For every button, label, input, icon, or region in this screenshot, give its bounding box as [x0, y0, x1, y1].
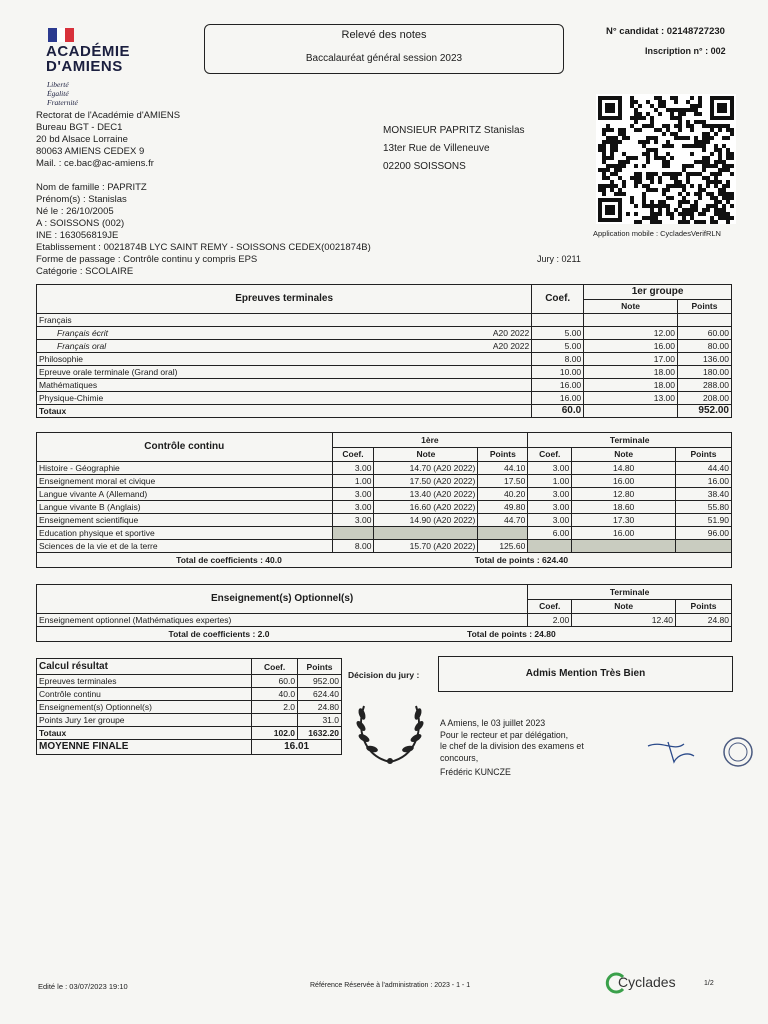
header-epreuves: Epreuves terminales [37, 285, 532, 314]
header-coef: Coef. [332, 447, 374, 462]
exam-label: Physique-Chimie [37, 392, 476, 405]
header-1er-groupe: 1er groupe [584, 285, 732, 300]
coef-terminale: 6.00 [528, 527, 572, 540]
exam-label: Mathématiques [37, 379, 476, 392]
jury-number: Jury : 0211 [537, 254, 581, 264]
motto-line: Égalité [47, 89, 69, 98]
table-row [37, 714, 342, 727]
motto [47, 80, 78, 107]
optional-label: Enseignement optionnel (Mathématiques expertes) [37, 614, 528, 627]
exam-session [476, 392, 532, 405]
controle-total-points: Total de points : 624.40 [474, 555, 569, 565]
exam-coef: 5.00 [532, 327, 584, 340]
coef-1ere: 3.00 [332, 501, 374, 514]
note-terminale: 12.80 [572, 488, 676, 501]
table-row [37, 527, 732, 540]
coef-terminale [528, 540, 572, 553]
optional-totals-row [37, 627, 732, 642]
points-1ere: 44.10 [478, 462, 528, 475]
coef-terminale: 1.00 [528, 475, 572, 488]
exam-points: 136.00 [678, 353, 732, 366]
table-row [37, 501, 732, 514]
edition-date: Edité le : 03/07/2023 19:10 [38, 982, 128, 991]
exam-points: 288.00 [678, 379, 732, 392]
candidate-info [36, 182, 371, 278]
exam-points: 180.00 [678, 366, 732, 379]
candidate-lastname: Nom de famille : PAPRITZ [36, 182, 147, 193]
inscription-number: Inscription n° : 002 [645, 46, 726, 56]
exam-coef: 16.00 [532, 379, 584, 392]
table-row [37, 462, 732, 475]
points-terminale: 44.40 [676, 462, 732, 475]
note-terminale: 14.80 [572, 462, 676, 475]
header-coef: Coef. [532, 285, 584, 314]
decision-label: Décision du jury : [348, 670, 420, 680]
header-points: Points [676, 447, 732, 462]
exam-session: A20 2022 [476, 327, 532, 340]
header-1ere: 1ère [332, 433, 528, 448]
coef-1ere [332, 527, 374, 540]
note-1ere: 14.70 (A20 2022) [374, 462, 478, 475]
candidate-category: Catégorie : SCOLAIRE [36, 266, 134, 277]
calc-points: 624.40 [298, 688, 342, 701]
note-terminale: 17.30 [572, 514, 676, 527]
optional-coef: 2.00 [528, 614, 572, 627]
recipient-line: 13ter Rue de Villeneuve [383, 143, 490, 154]
cyclades-brand: Cyclades [618, 974, 676, 990]
exam-session [476, 366, 532, 379]
header-terminale: Terminale [528, 585, 732, 600]
exam-label: Philosophie [37, 353, 476, 366]
exam-note: 12.00 [584, 327, 678, 340]
optional-points: 24.80 [676, 614, 732, 627]
sender-address [36, 110, 180, 170]
calc-points: 952.00 [298, 675, 342, 688]
totals-coef: 60.0 [532, 405, 584, 418]
table-row [37, 488, 732, 501]
header-points: Points [298, 659, 342, 675]
header-points: Points [478, 447, 528, 462]
header-coef: Coef. [528, 447, 572, 462]
subject-label: Enseignement moral et civique [37, 475, 333, 488]
coef-1ere: 3.00 [332, 514, 374, 527]
signature-line: Pour le recteur et par délégation, [440, 729, 569, 740]
header-calcul: Calcul résultat [37, 659, 252, 675]
table-row [37, 392, 732, 405]
final-average-label: MOYENNE FINALE [37, 740, 252, 755]
coef-1ere: 8.00 [332, 540, 374, 553]
calc-label: Epreuves terminales [37, 675, 252, 688]
sender-line: 20 bd Alsace Lorraine [36, 134, 128, 145]
exam-note: 18.00 [584, 366, 678, 379]
exam-points: 208.00 [678, 392, 732, 405]
table-row [37, 614, 732, 627]
table-row [37, 379, 732, 392]
points-terminale: 51.90 [676, 514, 732, 527]
header-note: Note [374, 447, 478, 462]
handwritten-signature-stamp [644, 732, 756, 772]
sender-line: 80063 AMIENS CEDEX 9 [36, 146, 145, 157]
candidate-birthdate: Né le : 26/10/2005 [36, 206, 114, 217]
exam-note: 17.00 [584, 353, 678, 366]
coef-terminale: 3.00 [528, 514, 572, 527]
points-1ere: 49.80 [478, 501, 528, 514]
french-flag-logo [48, 28, 74, 42]
calc-label: Contrôle continu [37, 688, 252, 701]
note-terminale: 16.00 [572, 527, 676, 540]
candidate-firstname: Prénom(s) : Stanislas [36, 194, 127, 205]
app-mobile-label: Application mobile : CycladesVerifRLN [593, 229, 721, 238]
subject-label: Sciences de la vie et de la terre [37, 540, 333, 553]
academie-logo [46, 44, 130, 74]
calc-label: Points Jury 1er groupe [37, 714, 252, 727]
header-terminale: Terminale [528, 433, 732, 448]
table-row [37, 314, 732, 327]
exam-note: 13.00 [584, 392, 678, 405]
points-1ere: 17.50 [478, 475, 528, 488]
optional-total-points: Total de points : 24.80 [467, 629, 556, 639]
qr-code [596, 94, 736, 224]
coef-1ere: 3.00 [332, 462, 374, 475]
coef-terminale: 3.00 [528, 462, 572, 475]
exam-label: Français [37, 314, 476, 327]
table-row [37, 514, 732, 527]
exam-points [678, 314, 732, 327]
optional-note: 12.40 [572, 614, 676, 627]
subject-label: Langue vivante A (Allemand) [37, 488, 333, 501]
points-terminale: 16.00 [676, 475, 732, 488]
table-row [37, 540, 732, 553]
exam-note: 16.00 [584, 340, 678, 353]
table-row [37, 475, 732, 488]
exam-session [476, 379, 532, 392]
controle-totals-row [37, 553, 732, 568]
note-1ere: 16.60 (A20 2022) [374, 501, 478, 514]
exam-coef [532, 314, 584, 327]
header-note: Note [584, 299, 678, 314]
coef-terminale: 3.00 [528, 488, 572, 501]
calcul-totals-label: Totaux [37, 727, 252, 740]
page-number: 1/2 [704, 980, 714, 987]
header-points: Points [678, 299, 732, 314]
exam-coef: 8.00 [532, 353, 584, 366]
recipient-line: 02200 SOISSONS [383, 161, 466, 172]
note-1ere: 14.90 (A20 2022) [374, 514, 478, 527]
calc-points: 31.0 [298, 714, 342, 727]
header-note: Note [572, 447, 676, 462]
terminal-exams-table [36, 284, 732, 418]
table-row [37, 675, 342, 688]
exam-label: Français oral [37, 340, 476, 353]
coef-1ere: 3.00 [332, 488, 374, 501]
candidate-birthplace: A : SOISSONS (002) [36, 218, 125, 229]
candidate-mode: Forme de passage : Contrôle continu y compris EPS [36, 254, 258, 265]
header-coef: Coef. [528, 599, 572, 614]
subject-label: Enseignement scientifique [37, 514, 333, 527]
exam-coef: 5.00 [532, 340, 584, 353]
decision-result: Admis Mention Très Bien [438, 656, 733, 692]
points-1ere: 125.60 [478, 540, 528, 553]
motto-line: Fraternité [47, 98, 78, 107]
motto-line: Liberté [47, 80, 69, 89]
calc-coef: 2.0 [252, 701, 298, 714]
calc-coef: 60.0 [252, 675, 298, 688]
exam-points: 80.00 [678, 340, 732, 353]
header-coef: Coef. [252, 659, 298, 675]
academie-name-2: D'AMIENS [46, 58, 123, 75]
note-1ere: 13.40 (A20 2022) [374, 488, 478, 501]
subject-label: Langue vivante B (Anglais) [37, 501, 333, 514]
note-terminale: 16.00 [572, 475, 676, 488]
exam-note: 18.00 [584, 379, 678, 392]
signature-line: concours, [440, 752, 479, 763]
points-terminale: 55.80 [676, 501, 732, 514]
exam-session [476, 353, 532, 366]
signature-line: A Amiens, le 03 juillet 2023 [440, 718, 546, 728]
table-row [37, 353, 732, 366]
note-terminale: 18.60 [572, 501, 676, 514]
document-title: Relevé des notes [341, 29, 427, 41]
sender-line: Bureau BGT - DEC1 [36, 122, 123, 133]
coef-1ere: 1.00 [332, 475, 374, 488]
candidate-ine: INE : 163056819JE [36, 230, 119, 241]
table-row [37, 701, 342, 714]
table-row [37, 340, 732, 353]
academie-name-1: ACADÉMIE [46, 43, 131, 60]
continuous-assessment-table [36, 432, 732, 568]
subject-label: Histoire - Géographie [37, 462, 333, 475]
sender-line: Rectorat de l'Académie d'AMIENS [36, 110, 181, 121]
optional-table [36, 584, 732, 642]
calc-label: Enseignement(s) Optionnel(s) [37, 701, 252, 714]
seal-wreath-icon [350, 690, 430, 770]
controle-total-coef: Total de coefficients : 40.0 [176, 555, 282, 565]
exam-label: Epreuve orale terminale (Grand oral) [37, 366, 476, 379]
signature-line: Frédéric KUNCZE [440, 767, 511, 777]
header-controle: Contrôle continu [37, 433, 333, 462]
admin-reference: Référence Réservée à l'administration : 2023 - 1 - 1 [310, 982, 471, 989]
table-row [37, 327, 732, 340]
exam-session: A20 2022 [476, 340, 532, 353]
calcul-totals-points: 1632.20 [298, 727, 342, 740]
note-1ere: 17.50 (A20 2022) [374, 475, 478, 488]
optional-total-coef: Total de coefficients : 2.0 [168, 629, 270, 639]
header-optionnel: Enseignement(s) Optionnel(s) [37, 585, 528, 614]
note-1ere: 15.70 (A20 2022) [374, 540, 478, 553]
points-terminale [676, 540, 732, 553]
table-row [37, 688, 342, 701]
totals-points: 952.00 [678, 405, 732, 418]
header-points: Points [676, 599, 732, 614]
points-1ere [478, 527, 528, 540]
exam-coef: 16.00 [532, 392, 584, 405]
points-1ere: 40.20 [478, 488, 528, 501]
calc-points: 24.80 [298, 701, 342, 714]
exam-note [584, 314, 678, 327]
totals-label: Totaux [37, 405, 532, 418]
candidate-number: N° candidat : 02148727230 [606, 26, 725, 37]
sender-line: Mail. : ce.bac@ac-amiens.fr [36, 158, 154, 169]
points-terminale: 38.40 [676, 488, 732, 501]
calc-coef: 40.0 [252, 688, 298, 701]
coef-terminale: 3.00 [528, 501, 572, 514]
note-1ere [374, 527, 478, 540]
signature-block [440, 718, 584, 779]
calcul-totals-coef: 102.0 [252, 727, 298, 740]
exam-coef: 10.00 [532, 366, 584, 379]
document-title-box [204, 24, 564, 74]
exam-label: Français écrit [37, 327, 476, 340]
table-row [37, 366, 732, 379]
candidate-school: Etablissement : 0021874B LYC SAINT REMY - SOISSONS CEDEX(0021874B) [36, 242, 371, 253]
points-1ere: 44.70 [478, 514, 528, 527]
exam-session [476, 314, 532, 327]
exam-points: 60.00 [678, 327, 732, 340]
result-calculation-table [36, 658, 342, 755]
subject-label: Education physique et sportive [37, 527, 333, 540]
points-terminale: 96.00 [676, 527, 732, 540]
document-subtitle: Baccalauréat général session 2023 [305, 53, 463, 64]
recipient-address [383, 122, 525, 176]
note-terminale [572, 540, 676, 553]
calc-coef [252, 714, 298, 727]
recipient-line: MONSIEUR PAPRITZ Stanislas [383, 125, 525, 136]
signature-line: le chef de la division des examens et [440, 741, 584, 751]
header-note: Note [572, 599, 676, 614]
final-average-value: 16.01 [252, 740, 342, 755]
